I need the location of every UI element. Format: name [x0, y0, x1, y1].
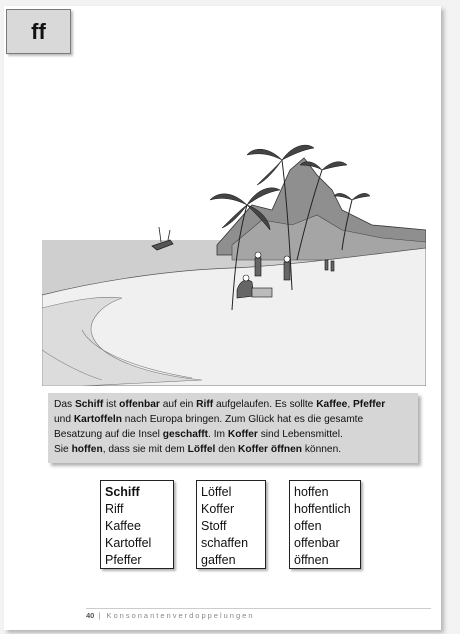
story-text: , — [347, 399, 353, 410]
story-text: aufgelaufen. Es sollte — [213, 399, 317, 410]
word-item: Pfeffer — [105, 553, 142, 567]
word-item: offen — [294, 519, 322, 533]
highlighted-word: hoffen — [71, 444, 103, 455]
word-item: hoffentlich — [294, 502, 351, 516]
page-title: ff — [6, 9, 71, 54]
story-text: und — [54, 414, 74, 425]
page-number: 40 — [86, 611, 95, 620]
highlighted-word: Kartoffeln — [73, 414, 122, 425]
story-line-1 — [54, 397, 414, 412]
highlighted-word: öffnen — [270, 444, 302, 455]
beach-illustration — [42, 130, 426, 386]
highlighted-word: geschafft — [162, 429, 209, 440]
word-item: Stoff — [201, 519, 227, 533]
highlighted-word: Riff — [196, 399, 214, 410]
highlighted-word: Schiff — [74, 399, 104, 410]
suitcase — [252, 288, 272, 297]
word-item: Schiff — [105, 485, 140, 499]
story-line-2 — [54, 412, 414, 427]
highlighted-word: Löffel — [187, 444, 216, 455]
highlighted-word: Kaffee — [316, 399, 348, 410]
word-item: Kartoffel — [105, 536, 152, 550]
word-item: gaffen — [201, 553, 236, 567]
word-item: Löffel — [201, 485, 232, 499]
story-text: sind Lebensmittel. — [257, 429, 343, 440]
story-text: den — [215, 444, 239, 455]
page-footer — [86, 611, 255, 620]
story-text: Sie — [54, 444, 72, 455]
story-text: Besatzung auf die Insel — [54, 429, 163, 440]
word-item: hoffen — [294, 485, 329, 499]
chapter-title: Konsonantenverdoppelungen — [106, 611, 255, 620]
word-box-2 — [196, 480, 266, 569]
word-item: Riff — [105, 502, 124, 516]
word-item: Kaffee — [105, 519, 141, 533]
highlighted-word: Koffer — [227, 429, 258, 440]
highlighted-word: offenbar — [119, 399, 160, 410]
story-text: können. — [302, 444, 342, 455]
footer-divider — [86, 608, 431, 609]
story-text: ist — [103, 399, 120, 410]
story-text: Das — [54, 399, 75, 410]
word-box-3 — [289, 480, 361, 569]
word-item: Koffer — [201, 502, 235, 516]
story-text: auf ein — [159, 399, 197, 410]
footer-separator: | — [98, 611, 103, 620]
word-item: öffnen — [294, 553, 329, 567]
word-item: offenbar — [294, 536, 340, 550]
story-text: nach Europa bringen. Zum Glück hat es die gesamte — [121, 414, 364, 425]
word-box-1 — [100, 480, 174, 569]
story-textbox — [48, 393, 418, 463]
worksheet-page — [4, 6, 441, 630]
highlighted-word: Koffer — [238, 444, 269, 455]
story-text: , dass sie mit dem — [102, 444, 188, 455]
story-line-3 — [54, 427, 414, 442]
story-text: . Im — [208, 429, 228, 440]
highlighted-word: Pfeffer — [353, 399, 386, 410]
story-line-4 — [54, 442, 414, 457]
word-item: schaffen — [201, 536, 249, 550]
